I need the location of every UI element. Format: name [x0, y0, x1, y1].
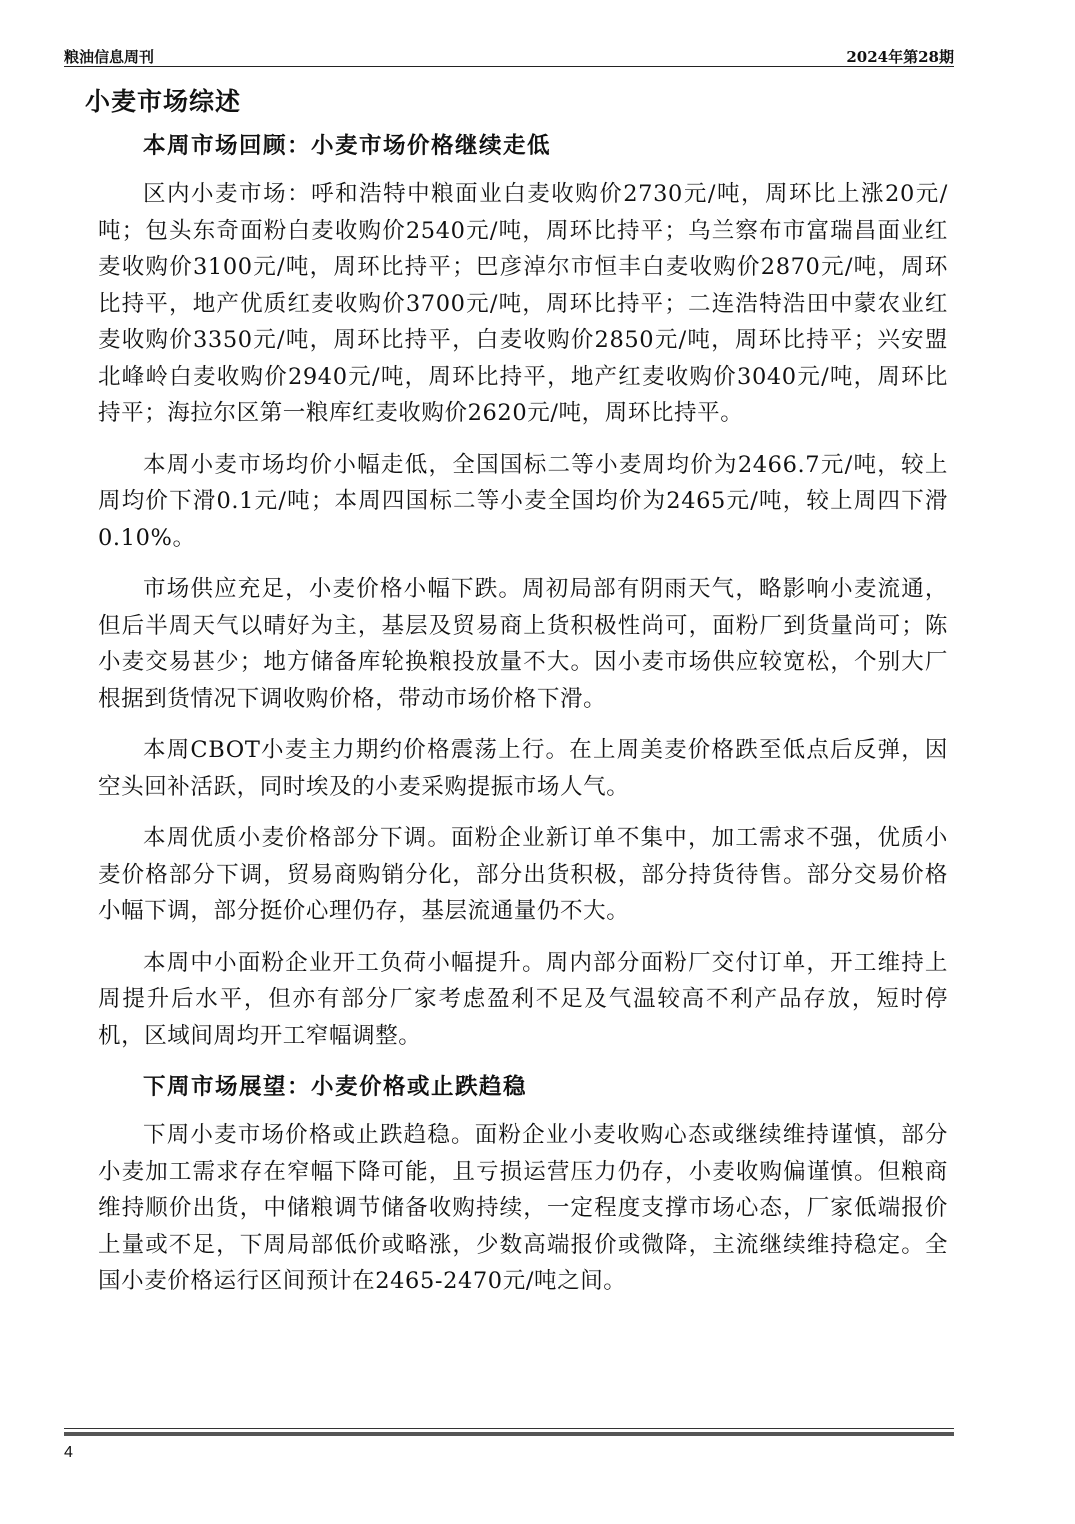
article-body	[98, 128, 948, 1315]
review-paragraph-mill-operations: 本周中小面粉企业开工负荷小幅提升。周内部分面粉厂交付订单，开工维持上周提升后水平，但亦有部分厂家考虑盈利不足及气温较高不利产品存放，短时停机，区域间周均开工窄幅调整。	[98, 949, 948, 1049]
review-paragraph-supply: 市场供应充足，小麦价格小幅下跌。周初局部有阴雨天气，略影响小麦流通，但后半周天气以晴好为主，基层及贸易商上货积极性尚可，面粉厂到货量尚可；陈小麦交易甚少；地方储备库轮换粮投放量不大。因小麦市场供应较宽松，个别大厂根据到货情况下调收购价格，带动市场价格下滑。	[98, 576, 948, 712]
review-paragraph-regional-prices: 区内小麦市场：呼和浩特中粮面业白麦收购价2730元/吨，周环比上涨20元/吨；包头东奇面粉白麦收购价2540元/吨，周环比持平；乌兰察布市富瑞昌面业红麦收购价3100元/吨，周环比持平；巴彦淖尔市恒丰白麦收购价2870元/吨，周环比持平，地产优质红麦收购价3700元/吨，周环比持平；二连浩特浩田中蒙农业红麦收购价3350元/吨，周环比持平，白麦收购价2850元/吨，周环比持平；兴安盟北峰岭白麦收购价2940元/吨，周环比持平，地产红麦收购价3040元/吨，周环比持平；海拉尔区第一粮库红麦收购价2620元/吨，周环比持平。	[98, 181, 948, 426]
footer-rule-thick	[64, 1432, 954, 1436]
issue-number: 2024年第28期	[846, 48, 954, 66]
page-number: 4	[64, 1444, 73, 1461]
review-heading: 本周市场回顾：小麦市场价格继续走低	[143, 133, 552, 159]
review-paragraph-quality-wheat: 本周优质小麦价格部分下调。面粉企业新订单不集中，加工需求不强，优质小麦价格部分下调，贸易商购销分化，部分出货积极，部分持货待售。部分交易价格小幅下调，部分挺价心理仍存，基层流通量仍不大。	[98, 825, 948, 924]
footer-rule-thin	[64, 1428, 954, 1429]
review-paragraph-national-average: 本周小麦市场均价小幅走低，全国国标二等小麦周均价为2466.7元/吨，较上周均价下滑0.1元/吨；本周四国标二等小麦全国均价为2465元/吨，较上周四下滑0.10%。	[98, 451, 948, 551]
publication-name: 粮油信息周刊	[64, 48, 155, 66]
footer-rule	[64, 1428, 954, 1438]
review-paragraph-cbot: 本周CBOT小麦主力期约价格震荡上行。在上周美麦价格跌至低点后反弹，因空头回补活跃，同时埃及的小麦采购提振市场人气。	[98, 737, 948, 800]
outlook-paragraph: 下周小麦市场价格或止跌趋稳。面粉企业小麦收购心态或继续维持谨慎，部分小麦加工需求存在窄幅下降可能，且亏损运营压力仍存，小麦收购偏谨慎。但粮商维持顺价出货，中储粮调节储备收购持续，一定程度支撑市场心态，厂家低端报价上量或不足，下周局部低价或略涨，少数高端报价或微降，主流继续维持稳定。全国小麦价格运行区间预计在2465-2470元/吨之间。	[98, 1122, 948, 1294]
page-header	[64, 44, 954, 67]
section-title: 小麦市场综述	[85, 87, 242, 116]
outlook-heading: 下周市场展望：小麦价格或止跌趋稳	[143, 1074, 528, 1100]
